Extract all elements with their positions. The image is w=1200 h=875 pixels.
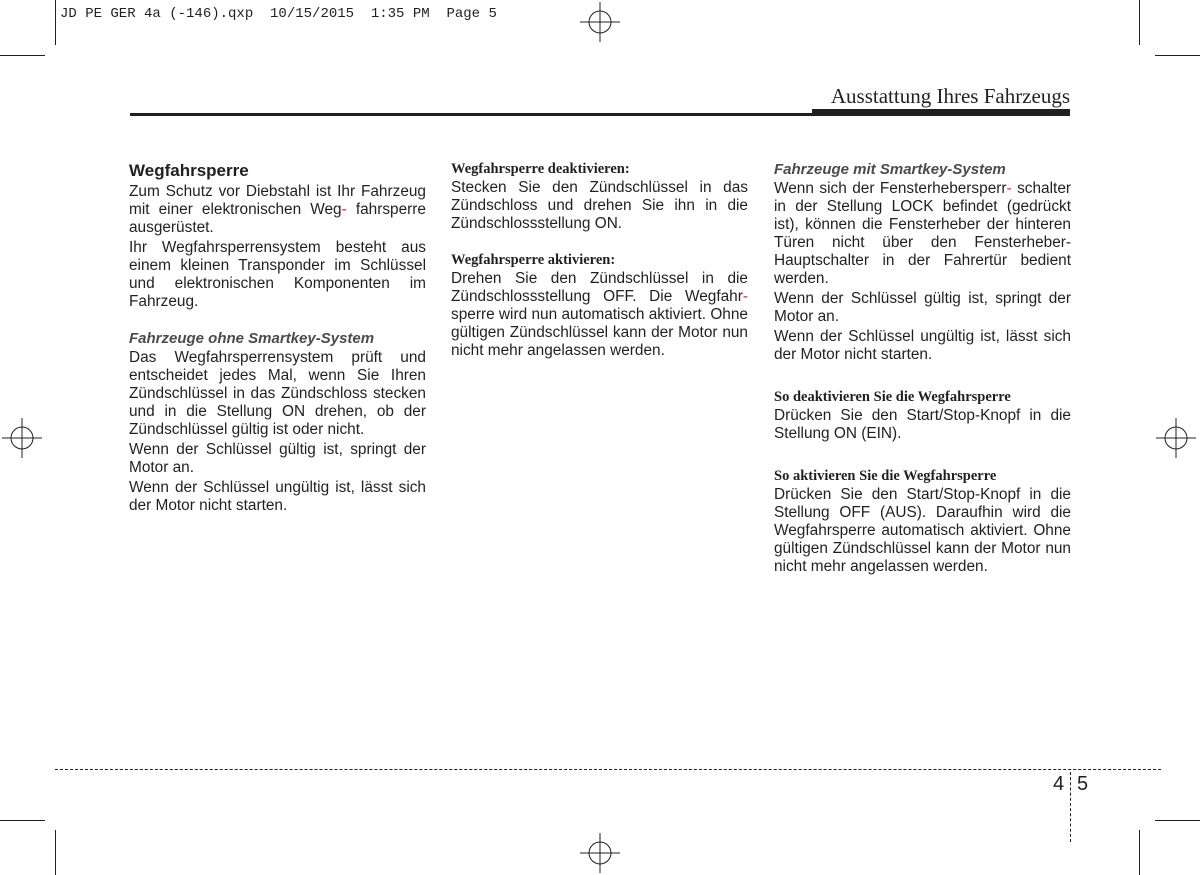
- crop-mark: [1155, 55, 1200, 56]
- paragraph: Wenn der Schlüssel ungültig ist, lässt sich der Motor nicht starten.: [774, 328, 1071, 363]
- crop-mark: [55, 830, 56, 875]
- paragraph: Das Wegfahrsperrensystem prüft und entscheidet jedes Mal, wenn Sie Ihren Zündschlüssel in das Zündschloss stecken und in die Stellung ON drehen, ob der Zündschlüssel gültig ist oder nicht.: [129, 349, 426, 438]
- subheading-mit-smartkey: Fahrzeuge mit Smartkey-System: [774, 161, 1006, 178]
- paragraph: Drücken Sie den Start/Stop-Knopf in die Stellung OFF (AUS). Daraufhin wird die Wegfahrsperre automatisch aktiviert. Ohne gültigen Zündschlüssel kann der Motor nun nicht mehr angelassen werden.: [774, 486, 1071, 575]
- crop-mark: [1139, 0, 1140, 45]
- hyphen: -: [1006, 180, 1012, 197]
- paragraph: [129, 183, 426, 237]
- registration-mark-icon: [580, 833, 620, 873]
- paragraph: [774, 180, 1071, 288]
- crop-mark: [0, 55, 45, 56]
- paragraph: Wenn der Schlüssel ungültig ist, lässt sich der Motor nicht starten.: [129, 479, 426, 514]
- hyphen: -: [341, 201, 347, 218]
- paragraph: Wenn der Schlüssel gültig ist, springt der Motor an.: [774, 290, 1071, 325]
- section-title: Ausstattung Ihres Fahrzeugs: [830, 84, 1070, 108]
- paragraph: Wenn der Schlüssel gültig ist, springt der Motor an.: [129, 441, 426, 476]
- paragraph: Stecken Sie den Zündschlüssel in das Zündschloss und drehen Sie ihn in die Zündschlossstellung ON.: [451, 179, 748, 232]
- subheading-ohne-smartkey: Fahrzeuge ohne Smartkey-System: [129, 330, 375, 347]
- column-left: [129, 160, 426, 517]
- footer-rule: [55, 769, 1161, 770]
- chapter-number: 4: [1053, 773, 1065, 795]
- page-number: 5: [1077, 773, 1089, 795]
- print-slug: JD PE GER 4a (-146).qxp 10/15/2015 1:35 PM Page 5: [60, 6, 497, 22]
- heading-aktivieren: Wegfahrsperre aktivieren:: [451, 252, 616, 268]
- text-run: Drehen Sie den Zündschlüssel in die Zündschlossstellung OFF. Die Wegfahr: [451, 270, 748, 305]
- registration-mark-icon: [1156, 418, 1196, 458]
- text-run: sperre wird nun automatisch aktiviert. Ohne gültigen Zündschlüssel kann der Motor nun nicht mehr angelassen werden.: [451, 306, 748, 359]
- paragraph: Drücken Sie den Start/Stop-Knopf in die Stellung ON (EIN).: [774, 407, 1071, 442]
- text-run: Wenn sich der Fensterhebersperr: [774, 180, 1007, 197]
- text-run: Zum Schutz vor Diebstahl ist Ihr Fahrzeug mit einer elektronischen Weg: [129, 183, 426, 218]
- text-run: fahrsperre ausgerüstet.: [129, 201, 426, 236]
- column-right: [774, 160, 1071, 578]
- heading-so-deaktivieren: So deaktivieren Sie die Wegfahrsperre: [774, 389, 1011, 405]
- paragraph: Ihr Wegfahrsperrensystem besteht aus einem kleinen Transponder im Schlüssel und elektronischen Komponenten im Fahrzeug.: [129, 239, 426, 310]
- heading-so-aktivieren: So aktivieren Sie die Wegfahrsperre: [774, 468, 997, 484]
- page-number-divider: [1070, 772, 1071, 842]
- heading-deaktivieren: Wegfahrsperre deaktivieren:: [451, 161, 630, 177]
- crop-mark: [0, 820, 45, 821]
- registration-mark-icon: [580, 2, 620, 42]
- crop-mark: [55, 0, 56, 45]
- paragraph: [451, 270, 748, 360]
- registration-mark-icon: [2, 418, 42, 458]
- column-middle: [451, 160, 748, 362]
- crop-mark: [1155, 820, 1200, 821]
- hyphen: -: [742, 288, 748, 305]
- header-rule-accent: [812, 109, 1070, 116]
- text-run: schalter in der Stellung LOCK befindet (gedrückt ist), können die Fensterheber der hinteren Türen nicht über den Fensterheber-Hauptschalter in der Fahrertür bedient werden.: [774, 180, 1071, 287]
- crop-mark: [1139, 830, 1140, 875]
- heading-wegfahrsperre: Wegfahrsperre: [129, 161, 249, 180]
